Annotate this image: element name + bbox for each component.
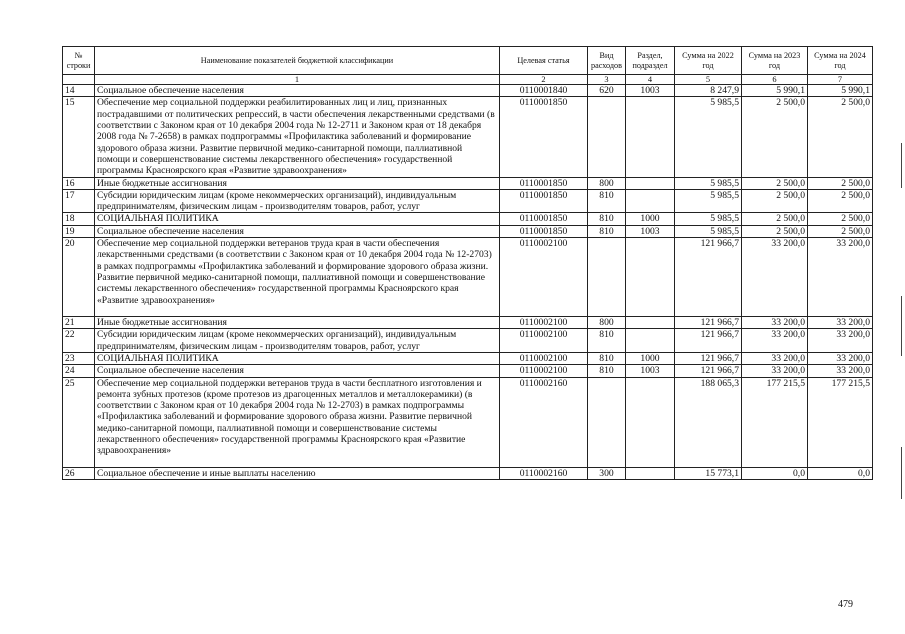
sum-2023: 33 200,0 [742, 352, 808, 364]
sum-2022: 15 773,1 [675, 467, 742, 479]
expense-type: 300 [588, 467, 626, 479]
target-article: 0110002100 [500, 329, 588, 353]
expense-type: 800 [588, 177, 626, 189]
sum-2022: 8 247,9 [675, 85, 742, 97]
header-row [63, 47, 873, 75]
sum-2022: 188 065,3 [675, 377, 742, 457]
table-row [63, 189, 873, 213]
header-sum-2024: Сумма на 2024 год [808, 47, 873, 75]
row-number: 24 [63, 365, 95, 377]
target-article: 0110002100 [500, 316, 588, 328]
table-row [63, 467, 873, 479]
sum-2023: 2 500,0 [742, 177, 808, 189]
row-number: 14 [63, 85, 95, 97]
column-number: 4 [626, 75, 675, 85]
table-row [63, 85, 873, 97]
table-row [63, 329, 873, 353]
sum-2024: 2 500,0 [808, 189, 873, 213]
sum-2023: 33 200,0 [742, 316, 808, 328]
table-row [63, 225, 873, 237]
spacer-cell [626, 457, 675, 468]
column-number-row [63, 75, 873, 85]
sum-2023: 0,0 [742, 467, 808, 479]
expense-type [588, 97, 626, 177]
sum-2022: 121 966,7 [675, 365, 742, 377]
column-number: 1 [95, 75, 500, 85]
target-article: 0110001850 [500, 189, 588, 213]
scan-edge-mark [901, 447, 902, 499]
table-row [63, 352, 873, 364]
sum-2023: 33 200,0 [742, 329, 808, 353]
budget-page [62, 46, 872, 480]
table-row-spacer [63, 306, 873, 317]
table-row [63, 365, 873, 377]
row-number: 25 [63, 377, 95, 457]
sum-2022: 121 966,7 [675, 352, 742, 364]
spacer-cell [95, 306, 500, 317]
section-code [626, 238, 675, 306]
sum-2023: 33 200,0 [742, 238, 808, 306]
expense-type: 810 [588, 352, 626, 364]
sum-2024: 33 200,0 [808, 329, 873, 353]
spacer-cell [500, 457, 588, 468]
expense-type: 620 [588, 85, 626, 97]
spacer-cell [588, 306, 626, 317]
spacer-cell [63, 457, 95, 468]
expense-type [588, 238, 626, 306]
sum-2022: 121 966,7 [675, 316, 742, 328]
section-code: 1000 [626, 213, 675, 225]
indicator-name: Иные бюджетные ассигнования [95, 177, 500, 189]
target-article: 0110001850 [500, 97, 588, 177]
sum-2022: 121 966,7 [675, 238, 742, 306]
spacer-cell [675, 306, 742, 317]
spacer-cell [500, 306, 588, 317]
table-row [63, 213, 873, 225]
sum-2024: 33 200,0 [808, 352, 873, 364]
spacer-cell [808, 457, 873, 468]
section-code [626, 177, 675, 189]
table-row [63, 316, 873, 328]
indicator-name: Обеспечение мер социальной поддержки ветеранов труда края в части обеспечения лекарственными средствами (в соответствии с Законом края от 10 декабря 2004 года № 12-2703) в рамках подпрограммы «Профилактика заболеваний и формирование здорового образа жизни. Развитие первичной медико-санитарной помощи, паллиативной помощи и совершенствование системы лекарственного обеспечения» государственной программы Красноярского края «Развитие здравоохранения» [95, 238, 500, 306]
expense-type [588, 377, 626, 457]
section-code [626, 316, 675, 328]
sum-2022: 5 985,5 [675, 97, 742, 177]
section-code [626, 377, 675, 457]
sum-2023: 5 990,1 [742, 85, 808, 97]
section-code: 1000 [626, 352, 675, 364]
header-indicator-name: Наименование показателей бюджетной классификации [95, 47, 500, 75]
header-sum-2023: Сумма на 2023 год [742, 47, 808, 75]
target-article: 0110001850 [500, 225, 588, 237]
expense-type: 810 [588, 225, 626, 237]
spacer-cell [675, 457, 742, 468]
sum-2023: 33 200,0 [742, 365, 808, 377]
sum-2023: 2 500,0 [742, 213, 808, 225]
row-number: 19 [63, 225, 95, 237]
target-article: 0110002160 [500, 377, 588, 457]
target-article: 0110001850 [500, 213, 588, 225]
row-number: 22 [63, 329, 95, 353]
sum-2024: 0,0 [808, 467, 873, 479]
column-number: 5 [675, 75, 742, 85]
sum-2023: 2 500,0 [742, 97, 808, 177]
row-number: 17 [63, 189, 95, 213]
table-row [63, 238, 873, 306]
indicator-name: Иные бюджетные ассигнования [95, 316, 500, 328]
budget-table [62, 46, 873, 480]
row-number: 16 [63, 177, 95, 189]
spacer-cell [588, 457, 626, 468]
row-number: 26 [63, 467, 95, 479]
sum-2024: 33 200,0 [808, 238, 873, 306]
column-number: 2 [500, 75, 588, 85]
column-number: 7 [808, 75, 873, 85]
column-number: 3 [588, 75, 626, 85]
sum-2022: 5 985,5 [675, 189, 742, 213]
sum-2022: 5 985,5 [675, 213, 742, 225]
expense-type: 810 [588, 213, 626, 225]
indicator-name: Социальное обеспечение и иные выплаты населению [95, 467, 500, 479]
target-article: 0110001840 [500, 85, 588, 97]
indicator-name: Обеспечение мер социальной поддержки реабилитированных лиц и лиц, признанных пострадавшими от политических репрессий, в части обеспечения лекарственными средствами (в соответствии с Законом края от 10 декабря 2004 года № 12-2711 и Законом края от 18 декабря 2008 года № 7-2658) в рамках подпрограммы «Профилактика заболеваний и формирование здорового образа жизни. Развитие первичной медико-санитарной помощи, паллиативной помощи и совершенствование системы лекарственного обеспечения» государственной программы Красноярского края «Развитие здравоохранения» [95, 97, 500, 177]
expense-type: 810 [588, 365, 626, 377]
header-section: Раздел, подраздел [626, 47, 675, 75]
expense-type: 800 [588, 316, 626, 328]
target-article: 0110001850 [500, 177, 588, 189]
indicator-name: СОЦИАЛЬНАЯ ПОЛИТИКА [95, 213, 500, 225]
section-code [626, 329, 675, 353]
scan-edge-mark [901, 143, 902, 188]
sum-2024: 5 990,1 [808, 85, 873, 97]
indicator-name: Субсидии юридическим лицам (кроме некоммерческих организаций), индивидуальным предпринимателям, физическим лицам - производителям товаров, работ, услуг [95, 329, 500, 353]
target-article: 0110002100 [500, 352, 588, 364]
spacer-cell [808, 306, 873, 317]
sum-2024: 2 500,0 [808, 97, 873, 177]
spacer-cell [626, 306, 675, 317]
section-code [626, 97, 675, 177]
row-number: 18 [63, 213, 95, 225]
indicator-name: СОЦИАЛЬНАЯ ПОЛИТИКА [95, 352, 500, 364]
row-number: 15 [63, 97, 95, 177]
indicator-name: Обеспечение мер социальной поддержки ветеранов труда в части бесплатного изготовления и ремонта зубных протезов (кроме протезов из драгоценных металлов и металлокерамики) (в соответствии с Законом края от 10 декабря 2004 года № 12-2703) в рамках подпрограммы «Профилактика заболеваний и формирование здорового образа жизни. Развитие первичной медико-санитарной помощи, паллиативной помощи и совершенствование системы лекарственного обеспечения» государственной программы Красноярского края «Развитие здравоохранения» [95, 377, 500, 457]
sum-2022: 5 985,5 [675, 225, 742, 237]
header-sum-2022: Сумма на 2022 год [675, 47, 742, 75]
indicator-name: Социальное обеспечение населения [95, 365, 500, 377]
expense-type: 810 [588, 189, 626, 213]
header-target-article: Целевая статья [500, 47, 588, 75]
spacer-cell [95, 457, 500, 468]
section-code [626, 467, 675, 479]
row-number: 21 [63, 316, 95, 328]
section-code [626, 189, 675, 213]
spacer-cell [63, 306, 95, 317]
table-row [63, 97, 873, 177]
expense-type: 810 [588, 329, 626, 353]
sum-2024: 2 500,0 [808, 225, 873, 237]
scan-edge-mark [901, 296, 902, 356]
column-number: 6 [742, 75, 808, 85]
row-number: 23 [63, 352, 95, 364]
sum-2024: 177 215,5 [808, 377, 873, 457]
spacer-cell [742, 457, 808, 468]
header-expense-type: Вид расходов [588, 47, 626, 75]
target-article: 0110002100 [500, 365, 588, 377]
section-code: 1003 [626, 365, 675, 377]
spacer-cell [742, 306, 808, 317]
target-article: 0110002160 [500, 467, 588, 479]
sum-2022: 5 985,5 [675, 177, 742, 189]
column-number [63, 75, 95, 85]
header-row-number: № строки [63, 47, 95, 75]
sum-2024: 2 500,0 [808, 213, 873, 225]
sum-2024: 33 200,0 [808, 316, 873, 328]
page-number: 479 [838, 599, 853, 610]
sum-2022: 121 966,7 [675, 329, 742, 353]
table-row-spacer [63, 457, 873, 468]
table-row [63, 177, 873, 189]
section-code: 1003 [626, 225, 675, 237]
target-article: 0110002100 [500, 238, 588, 306]
row-number: 20 [63, 238, 95, 306]
section-code: 1003 [626, 85, 675, 97]
sum-2024: 33 200,0 [808, 365, 873, 377]
sum-2024: 2 500,0 [808, 177, 873, 189]
sum-2023: 2 500,0 [742, 225, 808, 237]
indicator-name: Социальное обеспечение населения [95, 85, 500, 97]
sum-2023: 2 500,0 [742, 189, 808, 213]
sum-2023: 177 215,5 [742, 377, 808, 457]
table-body [63, 85, 873, 480]
indicator-name: Субсидии юридическим лицам (кроме некоммерческих организаций), индивидуальным предпринимателям, физическим лицам - производителям товаров, работ, услуг [95, 189, 500, 213]
table-row [63, 377, 873, 457]
indicator-name: Социальное обеспечение населения [95, 225, 500, 237]
